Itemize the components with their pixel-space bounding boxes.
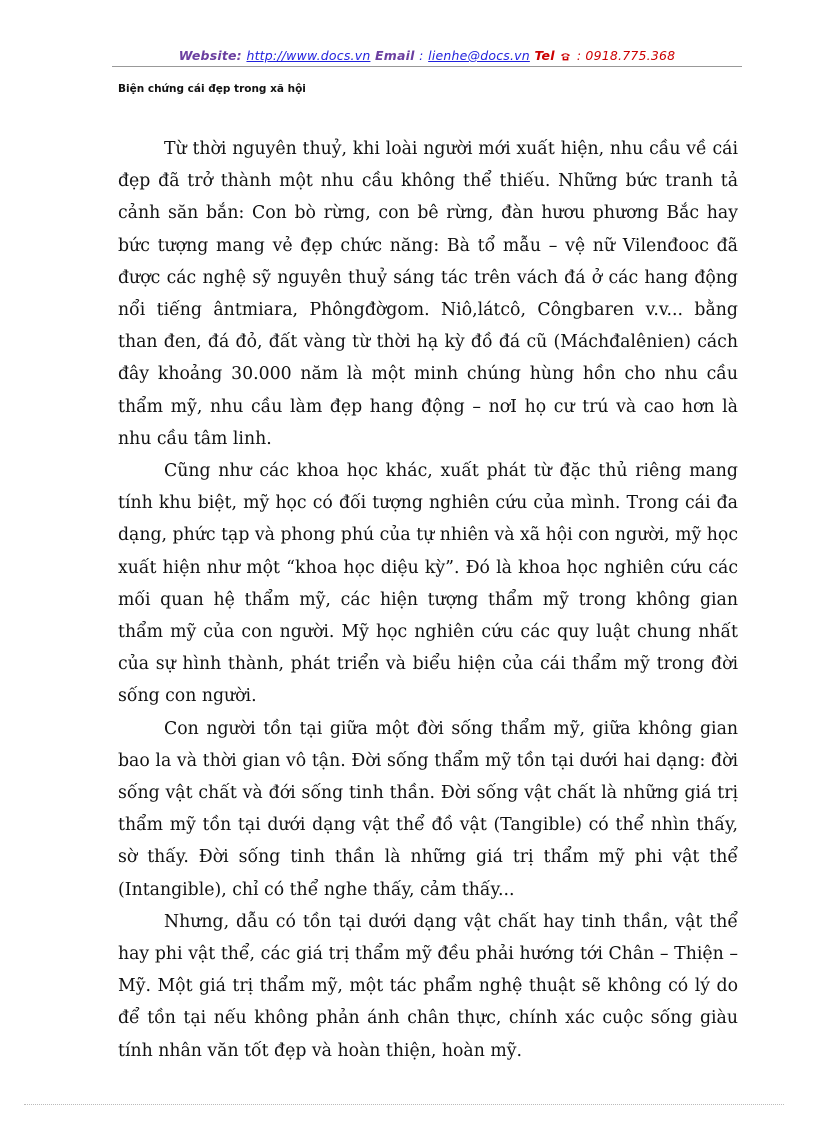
page-header xyxy=(112,48,742,63)
document-title: Biện chứng cái đẹp trong xã hội xyxy=(118,83,306,95)
header-divider xyxy=(112,66,742,67)
email-link[interactable]: lienhe@docs.vn xyxy=(428,48,530,63)
tel-number: : 0918.775.368 xyxy=(576,48,676,63)
website-link[interactable]: http://www.docs.vn xyxy=(246,48,371,63)
body-paragraph: Từ thời nguyên thuỷ, khi loài người mới xuất hiện, nhu cầu về cái đẹp đã trở thành một nhu cầu không thể thiếu. Những bức tranh tả cảnh săn bắn: Con bò rừng, con bê rừng, đàn hươu phương Bắc hay bức tượng mang vẻ đẹp chức năng: Bà tổ mẫu – vệ nữ Vilenđooc đã được các nghệ sỹ nguyên thuỷ sáng tác trên vách đá ở các hang động nổi tiếng ântmiara, Phôngđờgom. Niô,látcô, Côngbaren v.v... bằng than đen, đá đỏ, đất vàng từ thời hạ kỳ đồ đá cũ (Máchđalênien) cách đây khoảng 30.000 năm là một minh chúng hùng hồn cho nhu cầu thẩm mỹ, nhu cầu làm đẹp hang động – nơI họ cư trú và cao hơn là nhu cầu tâm linh. xyxy=(118,139,738,449)
telephone-icon xyxy=(560,52,571,61)
body-paragraph: Cũng như các khoa học khác, xuất phát từ đặc thủ riêng mang tính khu biệt, mỹ học có đối tượng nghiên cứu của mình. Trong cái đa dạng, phức tạp và phong phú của tự nhiên và xã hội con người, mỹ học xuất hiện như một “khoa học diệu kỳ”. Đó là khoa học nghiên cứu các mối quan hệ thẩm mỹ, các hiện tượng thẩm mỹ trong không gian thẩm mỹ của con người. Mỹ học nghiên cứu các quy luật chung nhất của sự hình thành, phát triển và biểu hiện của cái thẩm mỹ trong đời sống con người. xyxy=(118,461,738,707)
email-separator: : xyxy=(419,48,424,63)
footer-divider xyxy=(24,1104,784,1105)
tel-label: Tel xyxy=(534,48,555,63)
email-label: Email xyxy=(375,48,415,63)
body-paragraph: Con người tồn tại giữa một đời sống thẩm mỹ, giữa không gian bao la và thời gian vô tận. Đời sống thẩm mỹ tồn tại dưới hai dạng: đời sống vật chất và đới sống tinh thần. Đời sống vật chất là những giá trị thẩm mỹ tồn tại dưới dạng vật thể đồ vật (Tangible) có thể nhìn thấy, sờ thấy. Đời sống tinh thần là những giá trị thẩm mỹ phi vật thể (Intangible), chỉ có thể nghe thấy, cảm thấy... xyxy=(118,718,738,900)
document-body xyxy=(118,133,738,1067)
website-label: Website: xyxy=(178,48,242,63)
body-paragraph: Nhưng, dẫu có tồn tại dưới dạng vật chất hay tinh thần, vật thể hay phi vật thể, các giá trị thẩm mỹ đều phải hướng tới Chân – Thiện – Mỹ. Một giá trị thẩm mỹ, một tác phẩm nghệ thuật sẽ không có lý do để tồn tại nếu không phản ánh chân thực, chính xác cuộc sống giàu tính nhân văn tốt đẹp và hoàn thiện, hoàn mỹ. xyxy=(118,911,738,1061)
